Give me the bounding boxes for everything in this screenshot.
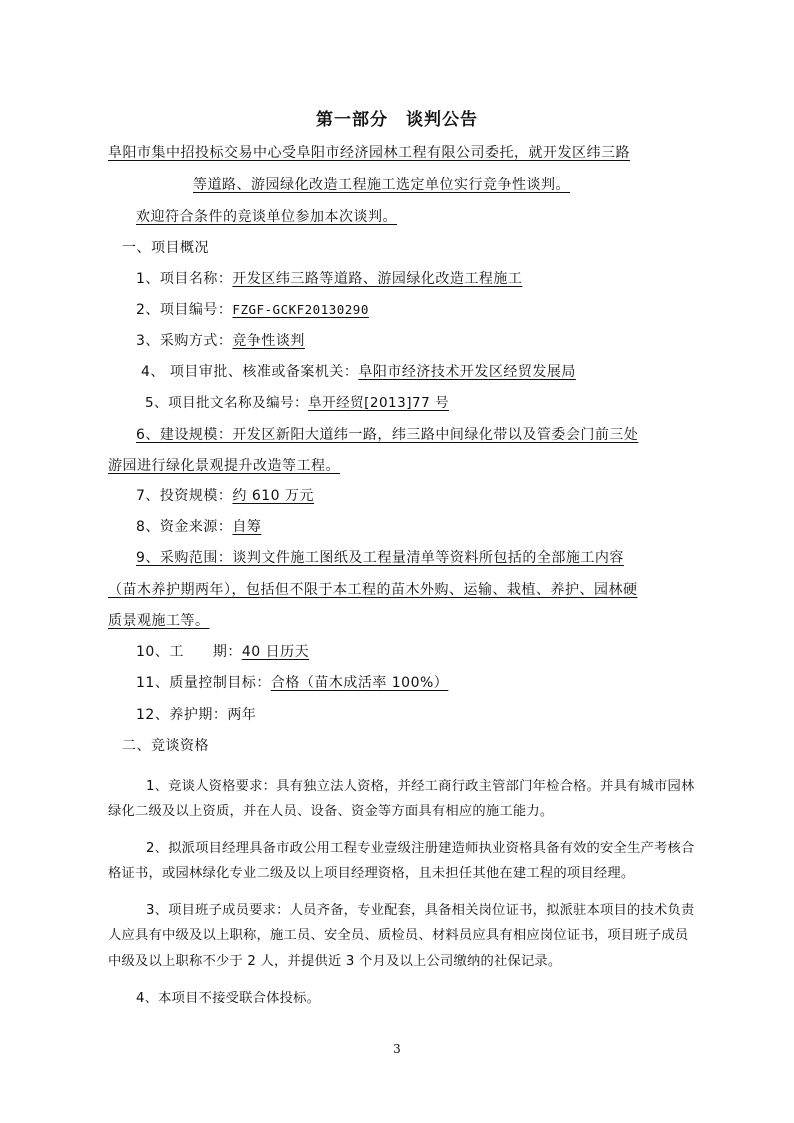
item-label: 4、 项目审批、核准或备案机关： — [141, 364, 359, 380]
item-procurement-method — [136, 331, 305, 351]
item-label: 3、采购方式： — [136, 333, 233, 349]
item-label: 11、质量控制目标： — [136, 675, 271, 691]
qualification-2-line-2: 格证书，或园林绿化专业二级及以上项目经理资格，且未担任其他在建工程的项目经理。 — [108, 866, 635, 881]
item-value: 40 日历天 — [241, 644, 310, 660]
qualification-3-line-1: 3、项目班子成员要求：人员齐备，专业配套，具备相关岗位证书，拟派驻本项目的技术负责 — [146, 903, 695, 918]
item-label: 12、养护期： — [136, 707, 228, 723]
item-value: 开发区纬三路等道路、游园绿化改造工程施工 — [232, 271, 523, 287]
section2-heading: 二、竞谈资格 — [122, 738, 209, 754]
intro-line-2: 等道路、游园绿化改造工程施工选定单位实行竞争性谈判。 — [193, 177, 570, 193]
item-construction-scale-line-2: 游园进行绿化景观提升改造等工程。 — [108, 458, 340, 474]
item-value: 合格（苗木成活率 100%） — [270, 675, 449, 691]
section-title: 第一部分 谈判公告 — [316, 110, 478, 130]
page-number: 3 — [393, 1042, 401, 1056]
item-construction-scale-line-1: 6、建设规模：开发区新阳大道纬一路，纬三路中间绿化带以及管委会门前三处 — [136, 427, 639, 443]
item-quality-target — [136, 673, 448, 693]
intro-line-3: 欢迎符合条件的竞谈单位参加本次谈判。 — [136, 209, 397, 225]
item-value: 阜阳市经济技术开发区经贸发展局 — [358, 364, 576, 380]
qualification-2-line-1: 2、拟派项目经理具备市政公用工程专业壹级注册建造师执业资格具备有效的安全生产考核合 — [146, 841, 695, 856]
qualification-1-line-1: 1、竞谈人资格要求：具有独立法人资格，并经工商行政主管部门年检合格。并具有城市园林 — [146, 779, 695, 794]
item-procurement-scope-line-3: 质景观施工等。 — [108, 613, 210, 629]
item-value: 阜开经贸[2013]77 号 — [308, 395, 449, 411]
item-value: 约 610 万元 — [232, 488, 315, 504]
qualification-3-line-3: 中级及以上职称不少于 2 人，并提供近 3 个月及以上公司缴纳的社保记录。 — [108, 954, 562, 969]
item-approval-authority — [141, 362, 576, 382]
item-procurement-scope-line-2: （苗木养护期两年），包括但不限于本工程的苗木外购、运输、栽植、养护、园林硬 — [108, 582, 638, 598]
qualification-1-line-2: 绿化二级及以上资质，并在人员、设备、资金等方面具有相应的施工能力。 — [108, 804, 554, 819]
section1-heading: 一、项目概况 — [122, 240, 209, 256]
qualification-4: 4、本项目不接受联合体投标。 — [136, 991, 321, 1006]
item-value: 竞争性谈判 — [232, 333, 305, 349]
item-investment-scale — [136, 486, 314, 506]
item-maintenance-period — [136, 705, 256, 725]
item-project-number — [136, 300, 369, 320]
item-label: 1、项目名称： — [136, 271, 233, 287]
item-project-name — [136, 269, 522, 289]
intro-line-1: 阜阳市集中招投标交易中心受阜阳市经济园林工程有限公司委托，就开发区纬三路 — [108, 145, 630, 161]
qualification-3-line-2: 人应具有中级及以上职称，施工员、安全员、质检员、材料员应具有相应岗位证书，项目班子成员 — [108, 928, 689, 943]
item-label: 8、资金来源： — [136, 519, 233, 535]
item-label: 2、项目编号： — [136, 302, 233, 318]
item-value: FZGF-GCKF20130290 — [232, 302, 369, 317]
item-fund-source — [136, 517, 261, 537]
item-duration — [136, 642, 309, 662]
item-label: 7、投资规模： — [136, 488, 233, 504]
item-value: 自筹 — [232, 519, 262, 535]
item-procurement-scope-line-1: 9、采购范围：谈判文件施工图纸及工程量清单等资料所包括的全部施工内容 — [136, 550, 624, 566]
item-label: 10、工 期： — [136, 644, 242, 660]
item-value: 两年 — [227, 707, 257, 723]
item-label: 5、项目批文名称及编号： — [145, 395, 309, 411]
item-approval-document — [145, 393, 449, 413]
